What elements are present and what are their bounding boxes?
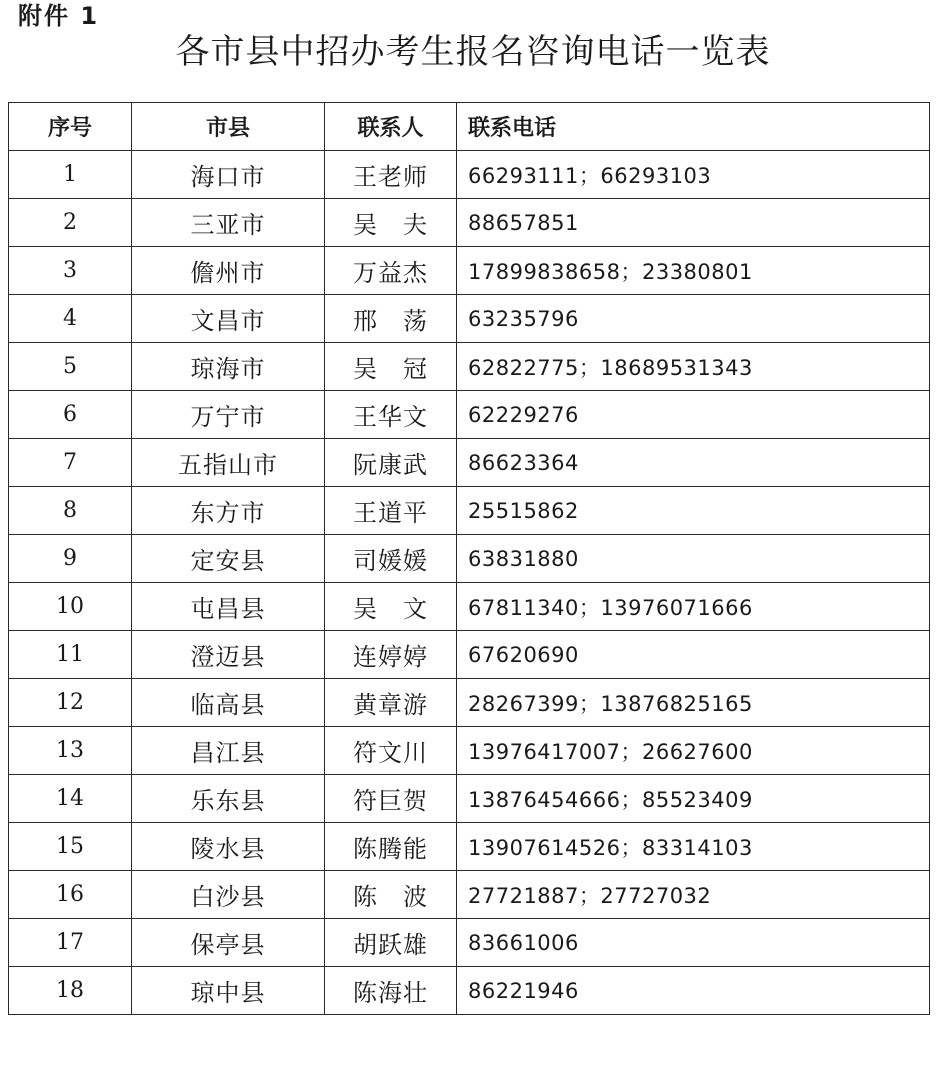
row-index: 12 [9, 679, 132, 727]
table-row [9, 823, 930, 871]
row-city: 定安县 [132, 535, 325, 583]
row-index: 16 [9, 871, 132, 919]
row-city: 澄迈县 [132, 631, 325, 679]
row-phone: 67620690 [457, 631, 930, 679]
table-row [9, 871, 930, 919]
row-city: 文昌市 [132, 295, 325, 343]
row-index: 13 [9, 727, 132, 775]
row-phone: 66293111；66293103 [457, 151, 930, 199]
row-city: 海口市 [132, 151, 325, 199]
header-index: 序号 [9, 103, 132, 151]
row-phone: 88657851 [457, 199, 930, 247]
row-city: 昌江县 [132, 727, 325, 775]
attachment-label: 附件 1 [18, 2, 100, 30]
header-contact: 联系人 [325, 103, 457, 151]
row-phone: 13907614526；83314103 [457, 823, 930, 871]
table-row [9, 775, 930, 823]
table-row [9, 391, 930, 439]
row-contact: 符巨贺 [325, 775, 457, 823]
row-contact: 吴 文 [325, 583, 457, 631]
table-row [9, 631, 930, 679]
row-city: 屯昌县 [132, 583, 325, 631]
row-index: 1 [9, 151, 132, 199]
row-contact: 吴 夫 [325, 199, 457, 247]
row-contact: 王老师 [325, 151, 457, 199]
row-contact: 胡跃雄 [325, 919, 457, 967]
table-row [9, 583, 930, 631]
row-city: 琼中县 [132, 967, 325, 1015]
row-city: 万宁市 [132, 391, 325, 439]
table-header-row [9, 103, 930, 151]
row-index: 10 [9, 583, 132, 631]
table-row [9, 679, 930, 727]
row-contact: 司媛媛 [325, 535, 457, 583]
row-city: 乐东县 [132, 775, 325, 823]
table-row [9, 295, 930, 343]
row-city: 三亚市 [132, 199, 325, 247]
table-row [9, 343, 930, 391]
row-city: 保亭县 [132, 919, 325, 967]
row-contact: 陈 波 [325, 871, 457, 919]
row-index: 2 [9, 199, 132, 247]
row-contact: 陈海壮 [325, 967, 457, 1015]
page-title: 各市县中招办考生报名咨询电话一览表 [175, 32, 771, 72]
row-phone: 62822775；18689531343 [457, 343, 930, 391]
table-row [9, 919, 930, 967]
table-row [9, 535, 930, 583]
table-row [9, 247, 930, 295]
row-phone: 63235796 [457, 295, 930, 343]
row-index: 15 [9, 823, 132, 871]
contact-table [8, 102, 930, 1015]
row-contact: 黄章游 [325, 679, 457, 727]
row-contact: 王道平 [325, 487, 457, 535]
row-contact: 万益杰 [325, 247, 457, 295]
row-index: 8 [9, 487, 132, 535]
row-contact: 王华文 [325, 391, 457, 439]
table-row [9, 967, 930, 1015]
row-phone: 67811340；13976071666 [457, 583, 930, 631]
row-contact: 陈腾能 [325, 823, 457, 871]
row-city: 白沙县 [132, 871, 325, 919]
row-phone: 13876454666；85523409 [457, 775, 930, 823]
row-index: 9 [9, 535, 132, 583]
row-city: 临高县 [132, 679, 325, 727]
table-row [9, 439, 930, 487]
table-row [9, 727, 930, 775]
row-contact: 符文川 [325, 727, 457, 775]
row-contact: 邢 荡 [325, 295, 457, 343]
row-phone: 63831880 [457, 535, 930, 583]
header-city: 市县 [132, 103, 325, 151]
row-city: 儋州市 [132, 247, 325, 295]
row-phone: 62229276 [457, 391, 930, 439]
row-index: 18 [9, 967, 132, 1015]
row-index: 11 [9, 631, 132, 679]
row-index: 6 [9, 391, 132, 439]
row-city: 琼海市 [132, 343, 325, 391]
header-phone: 联系电话 [457, 103, 930, 151]
row-index: 5 [9, 343, 132, 391]
row-index: 14 [9, 775, 132, 823]
row-phone: 83661006 [457, 919, 930, 967]
row-index: 17 [9, 919, 132, 967]
row-contact: 连婷婷 [325, 631, 457, 679]
row-contact: 吴 冠 [325, 343, 457, 391]
row-phone: 28267399；13876825165 [457, 679, 930, 727]
table-row [9, 151, 930, 199]
row-index: 4 [9, 295, 132, 343]
row-phone: 27721887；27727032 [457, 871, 930, 919]
row-city: 陵水县 [132, 823, 325, 871]
row-phone: 86623364 [457, 439, 930, 487]
row-index: 3 [9, 247, 132, 295]
row-phone: 13976417007；26627600 [457, 727, 930, 775]
table-body [9, 151, 930, 1015]
row-phone: 25515862 [457, 487, 930, 535]
row-contact: 阮康武 [325, 439, 457, 487]
row-city: 五指山市 [132, 439, 325, 487]
row-city: 东方市 [132, 487, 325, 535]
row-phone: 86221946 [457, 967, 930, 1015]
table-row [9, 487, 930, 535]
row-phone: 17899838658；23380801 [457, 247, 930, 295]
table-row [9, 199, 930, 247]
row-index: 7 [9, 439, 132, 487]
